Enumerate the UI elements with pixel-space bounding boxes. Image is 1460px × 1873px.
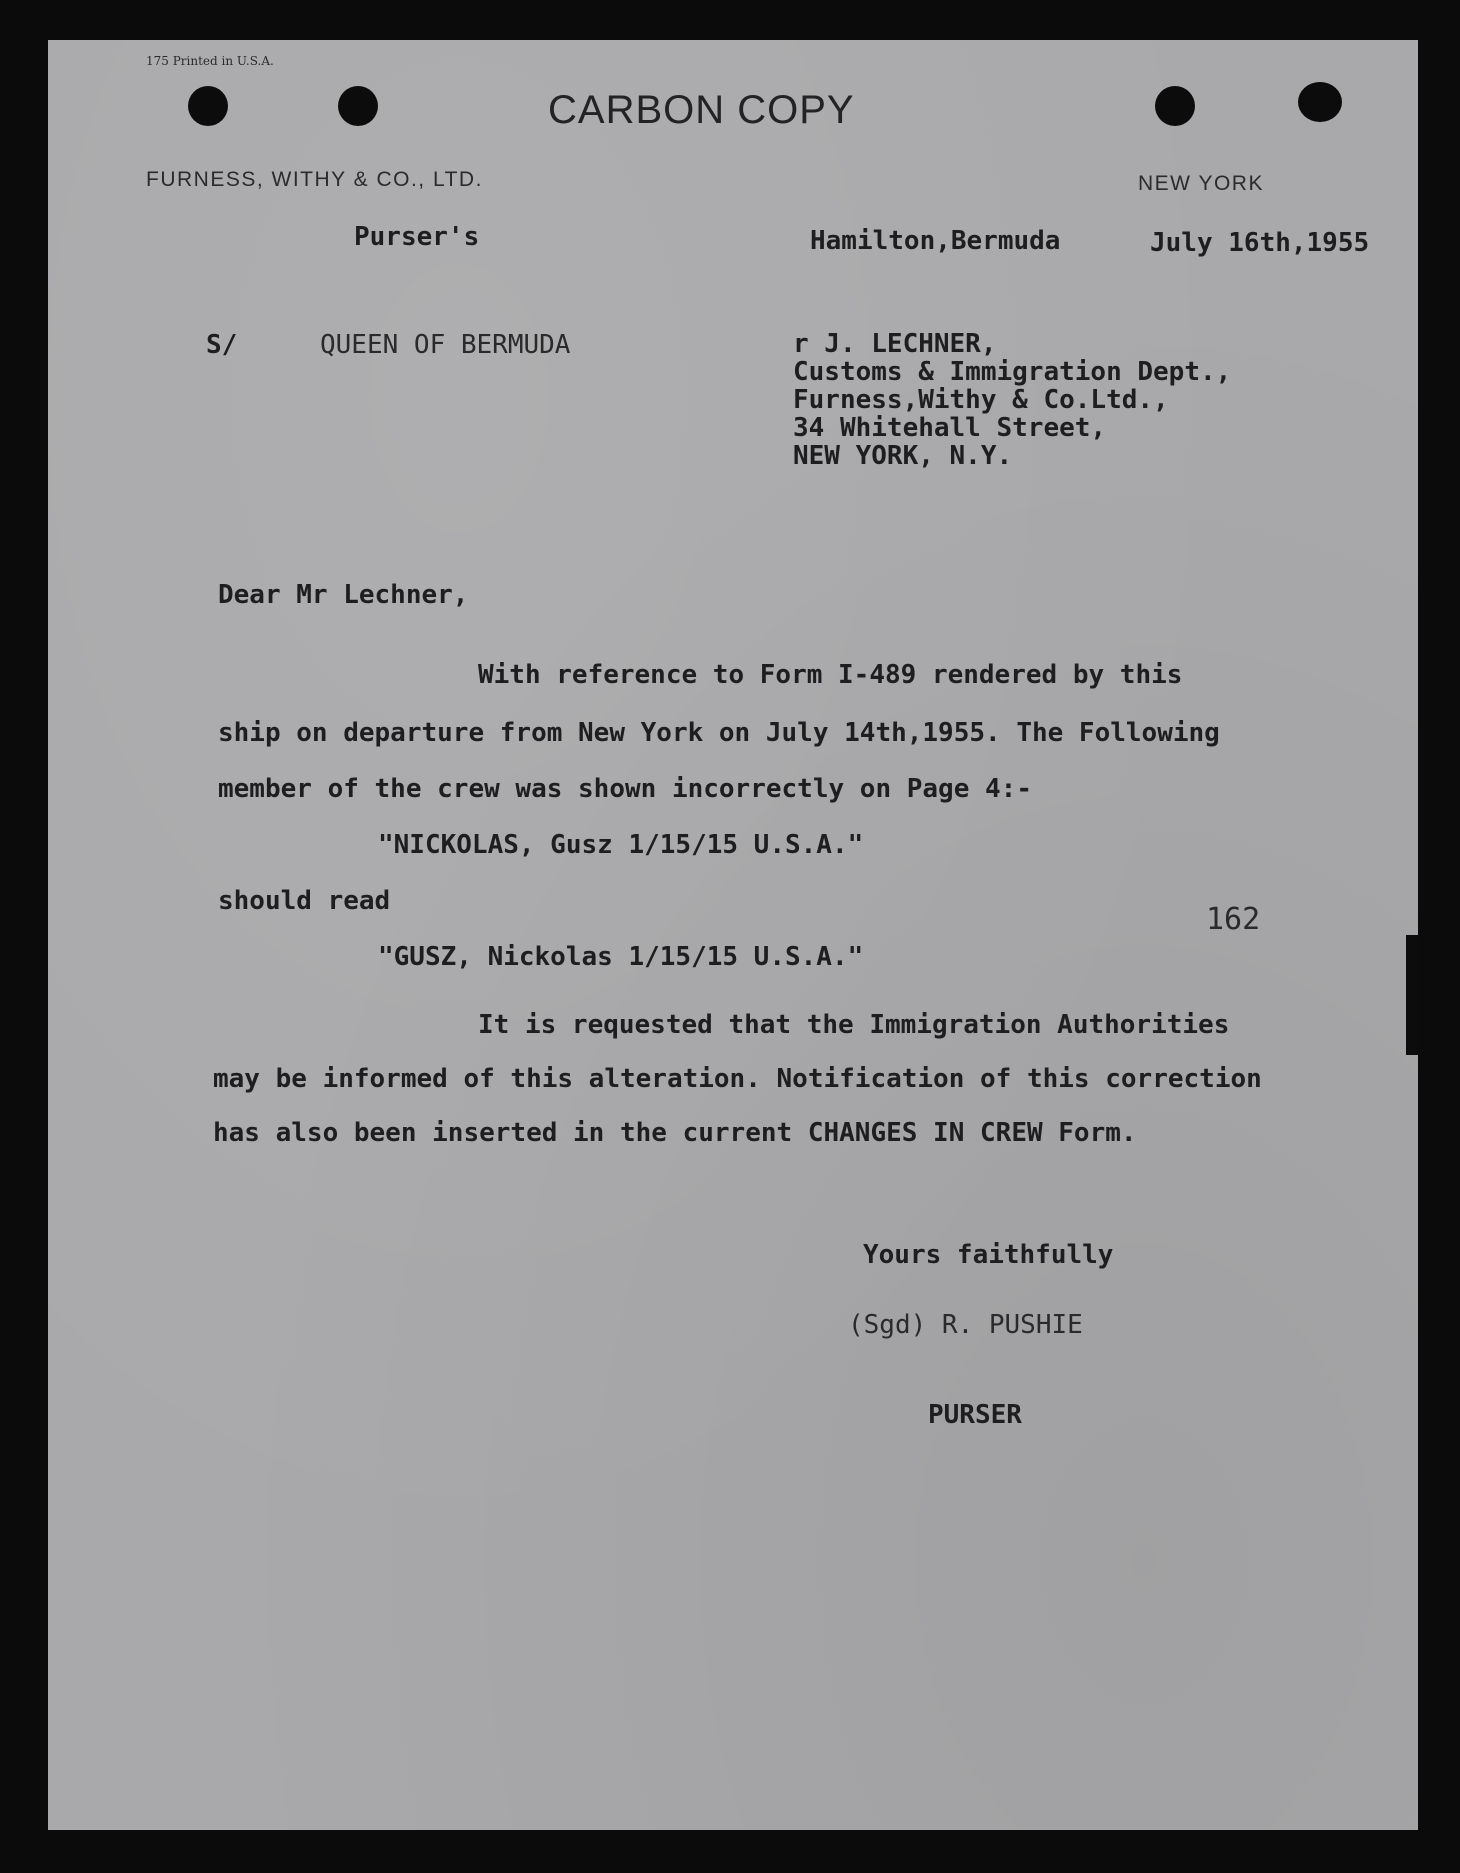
document-page — [48, 40, 1418, 1830]
paragraph2-line2: may be informed of this alteration. Notification of this correction — [213, 1064, 1262, 1094]
signature: (Sgd) R. PUSHIE — [848, 1310, 1083, 1340]
punch-hole-right-2 — [1298, 82, 1342, 122]
place-label: Hamilton,Bermuda — [810, 226, 1061, 256]
incorrect-entry: "NICKOLAS, Gusz 1/15/15 U.S.A." — [378, 830, 864, 860]
punch-hole-left-2 — [338, 86, 378, 126]
correct-entry: "GUSZ, Nickolas 1/15/15 U.S.A." — [378, 942, 864, 972]
ship-name: QUEEN OF BERMUDA — [320, 330, 571, 360]
letter-date: July 16th,1955 — [1150, 228, 1370, 258]
edge-mark — [1406, 935, 1418, 1055]
paragraph2-line1: It is requested that the Immigration Authorities — [478, 1010, 1230, 1040]
recipient-line: Customs & Immigration Dept., — [793, 357, 1232, 387]
salutation: Dear Mr Lechner, — [218, 580, 469, 610]
signer-title: PURSER — [928, 1400, 1022, 1430]
department-label: Purser's — [354, 222, 480, 252]
company-name: FURNESS, WITHY & CO., LTD. — [146, 168, 483, 191]
punch-hole-right-1 — [1155, 86, 1195, 126]
recipient-line: 34 Whitehall Street, — [793, 413, 1107, 443]
recipient-address — [793, 330, 1231, 470]
recipient-line: NEW YORK, N.Y. — [793, 441, 1013, 471]
recipient-line: r J. LECHNER, — [793, 329, 997, 359]
punch-hole-left-1 — [188, 86, 228, 126]
paragraph1-line1: With reference to Form I-489 rendered by this — [478, 660, 1183, 690]
carbon-copy-title: CARBON COPY — [548, 88, 855, 132]
recipient-line: Furness,Withy & Co.Ltd., — [793, 385, 1169, 415]
valediction: Yours faithfully — [863, 1240, 1114, 1270]
paragraph2-line3: has also been inserted in the current CHANGES IN CREW Form. — [213, 1118, 1137, 1148]
office-location: NEW YORK — [1138, 172, 1264, 195]
page-number: 162 — [1206, 902, 1261, 937]
ship-prefix: S/ — [206, 330, 238, 360]
paragraph1-line3: member of the crew was shown incorrectly on Page 4:- — [218, 774, 1032, 804]
print-note: 175 Printed in U.S.A. — [146, 54, 274, 68]
should-read-label: should read — [218, 886, 391, 916]
paragraph1-line2: ship on departure from New York on July 14th,1955. The Following — [218, 718, 1220, 748]
